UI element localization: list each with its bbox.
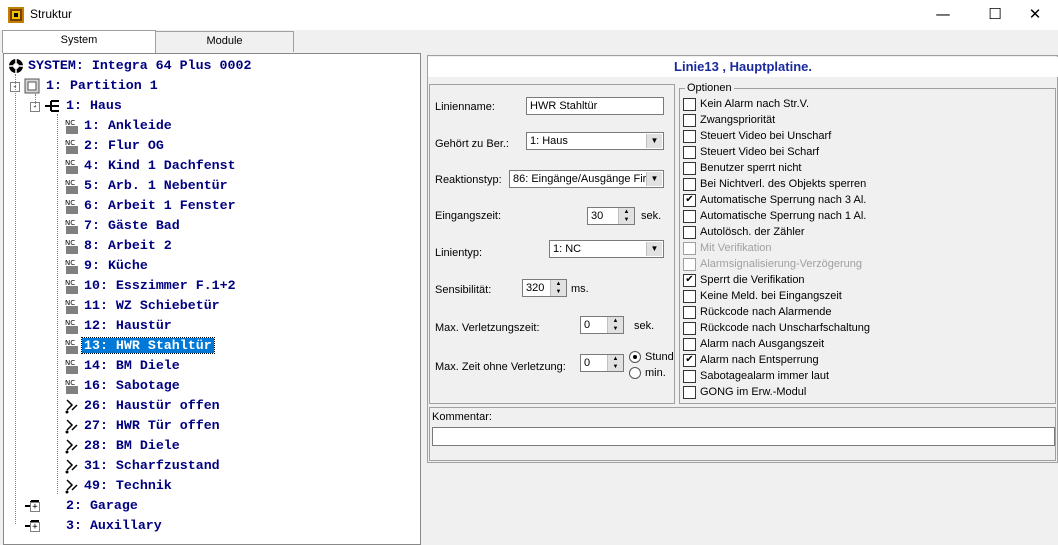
option-label: Zwangspriorität: [700, 114, 776, 126]
bereich-label: Gehört zu Ber.:: [435, 138, 509, 150]
tree-partition[interactable]: [44, 76, 160, 96]
tree-node-label: 49: Technik: [84, 478, 172, 493]
trigger-icon: [64, 398, 80, 414]
eingangszeit-stepper[interactable]: [587, 207, 635, 225]
close-button[interactable]: ✕: [1028, 5, 1042, 23]
tree-node-label: 26: Haustür offen: [84, 398, 220, 413]
chevron-down-icon[interactable]: ▼: [646, 242, 662, 256]
radio-stunden-label: Stund: [645, 351, 674, 363]
tab-module[interactable]: Module: [155, 31, 294, 52]
option-label: Automatische Sperrung nach 1 Al.: [700, 210, 867, 222]
verletzung-value: 0: [584, 319, 591, 331]
sensibilitaet-stepper[interactable]: [522, 279, 567, 297]
tree-line-item[interactable]: [82, 276, 238, 296]
chevron-down-icon[interactable]: ▼: [646, 172, 662, 186]
tree-node-label: 28: BM Diele: [84, 438, 180, 453]
tree-node-label: 13: HWR Stahltür: [84, 338, 212, 353]
reaktion-label: Reaktionstyp:: [435, 174, 502, 186]
tree-node-label: 11: WZ Schiebetür: [84, 298, 220, 313]
nc-icon: [64, 338, 80, 354]
svg-text:NC: NC: [65, 119, 76, 127]
tree-line-item[interactable]: [82, 136, 166, 156]
nc-icon: [64, 258, 80, 274]
linientyp-value: 1: NC: [553, 243, 582, 255]
nc-icon: [64, 378, 80, 394]
tree-node-label: 12: Haustür: [84, 318, 172, 333]
tree-zone-auxillary[interactable]: [64, 516, 164, 536]
eingangszeit-unit: sek.: [641, 210, 662, 222]
checkbox[interactable]: [683, 178, 696, 191]
checkbox[interactable]: [683, 210, 696, 223]
kommentar-input[interactable]: [432, 427, 1055, 446]
tree-line-item[interactable]: [82, 436, 182, 456]
checkbox[interactable]: [683, 290, 696, 303]
spin-buttons[interactable]: ▲ ▼: [607, 317, 623, 333]
verletzung-stepper[interactable]: [580, 316, 624, 334]
kommentar-label: Kommentar:: [432, 411, 492, 423]
tree-line-item[interactable]: [82, 336, 214, 356]
tree-node-label: 31: Scharfzustand: [84, 458, 220, 473]
verletzung-unit: sek.: [634, 320, 655, 332]
option-label: Keine Meld. bei Eingangszeit: [700, 290, 842, 302]
nc-icon: [64, 118, 80, 134]
nc-icon: [64, 318, 80, 334]
tree-node-label: 4: Kind 1 Dachfenst: [84, 158, 236, 173]
checkbox[interactable]: [683, 338, 696, 351]
tree-node-label: 14: BM Diele: [84, 358, 180, 373]
tree-line-item[interactable]: [82, 456, 222, 476]
svg-text:NC: NC: [65, 239, 76, 247]
checkbox[interactable]: [683, 98, 696, 111]
minimize-button[interactable]: —: [935, 5, 951, 23]
tree-line-item[interactable]: [82, 216, 182, 236]
tree-node-label: 27: HWR Tür offen: [84, 418, 220, 433]
spin-buttons[interactable]: ▲ ▼: [618, 208, 634, 224]
ohne-verletzung-label: Max. Zeit ohne Verletzung:: [435, 361, 566, 373]
option-label: Steuert Video bei Scharf: [700, 146, 820, 158]
svg-text:NC: NC: [65, 299, 76, 307]
linientyp-label: Linientyp:: [435, 247, 483, 259]
expand-icon[interactable]: +: [30, 522, 40, 532]
tree-node-label: 2: Flur OG: [84, 138, 164, 153]
bereich-select[interactable]: [526, 132, 664, 150]
checkbox[interactable]: [683, 306, 696, 319]
checkbox[interactable]: [683, 386, 696, 399]
svg-text:NC: NC: [65, 139, 76, 147]
sensibilitaet-label: Sensibilität:: [435, 284, 492, 296]
spin-buttons[interactable]: ▲ ▼: [607, 355, 623, 371]
linienname-input[interactable]: HWR Stahltür: [526, 97, 664, 115]
option-label: Benutzer sperrt nicht: [700, 162, 802, 174]
maximize-button[interactable]: ☐: [988, 5, 1002, 23]
tree-node-label: 2: Garage: [66, 498, 138, 513]
tree-line-item[interactable]: [82, 116, 174, 136]
option-label: Automatische Sperrung nach 3 Al.: [700, 194, 867, 206]
ohne-verletzung-value: 0: [584, 357, 591, 369]
trigger-icon: [64, 418, 80, 434]
tree-line-item[interactable]: [82, 356, 182, 376]
svg-text:NC: NC: [65, 179, 76, 187]
tree-node-label: 1: Ankleide: [84, 118, 172, 133]
checkbox[interactable]: [683, 370, 696, 383]
tree-line-item[interactable]: [82, 196, 238, 216]
sensibilitaet-value: 320: [526, 282, 545, 294]
structure-tree[interactable]: [3, 53, 421, 545]
tree-zone-garage[interactable]: [64, 496, 140, 516]
linienname-label: Linienname:: [435, 101, 495, 113]
linientyp-select[interactable]: [549, 240, 664, 258]
checkbox: [683, 258, 696, 271]
tree-system[interactable]: [26, 56, 253, 76]
svg-text:NC: NC: [65, 259, 76, 267]
tree-node-label: 5: Arb. 1 Nebentür: [84, 178, 228, 193]
tree-zone-haus[interactable]: [64, 96, 124, 116]
checkbox[interactable]: [683, 162, 696, 175]
nc-icon: [64, 238, 80, 254]
tab-system[interactable]: System: [2, 30, 156, 53]
checkbox[interactable]: [683, 322, 696, 335]
nc-icon: [64, 278, 80, 294]
tree-connector: [15, 74, 16, 524]
tree-line-item[interactable]: [82, 296, 222, 316]
checkbox[interactable]: [683, 130, 696, 143]
trigger-icon: [64, 438, 80, 454]
nc-icon: [64, 198, 80, 214]
svg-text:NC: NC: [65, 359, 76, 367]
reaktion-select[interactable]: [509, 170, 664, 188]
tree-node-label: SYSTEM: Integra 64 Plus 0002: [28, 58, 252, 73]
tree-node-label: 7: Gäste Bad: [84, 218, 180, 233]
bereich-value: 1: Haus: [530, 135, 568, 147]
option-label: Kein Alarm nach Str.V.: [700, 98, 810, 110]
tree-node-label: 1: Haus: [66, 98, 122, 113]
nc-icon: [64, 358, 80, 374]
system-icon: [8, 58, 24, 74]
sensibilitaet-unit: ms.: [571, 283, 589, 295]
tree-line-item[interactable]: [82, 176, 230, 196]
tree-line-item[interactable]: [82, 236, 174, 256]
tree-line-item[interactable]: [82, 376, 182, 396]
zone-icon: [44, 98, 60, 114]
expand-icon[interactable]: +: [30, 502, 40, 512]
option-label: Alarmsignalisierung-Verzögerung: [700, 258, 863, 270]
trigger-icon: [64, 478, 80, 494]
option-label: Mit Verifikation: [700, 242, 772, 254]
chevron-down-icon[interactable]: ▼: [646, 134, 662, 148]
checkbox[interactable]: ✔: [683, 354, 696, 367]
checkbox: [683, 242, 696, 255]
radio-minuten-label: min.: [645, 367, 666, 379]
svg-text:NC: NC: [65, 199, 76, 207]
tree-node-label: 6: Arbeit 1 Fenster: [84, 198, 236, 213]
trigger-icon: [64, 458, 80, 474]
nc-icon: [64, 158, 80, 174]
svg-text:NC: NC: [65, 219, 76, 227]
partition-icon: [24, 78, 40, 94]
checkbox[interactable]: [683, 114, 696, 127]
option-label: Rückcode nach Unscharfschaltung: [700, 322, 870, 334]
option-label: Autolösch. der Zähler: [700, 226, 805, 238]
checkbox[interactable]: [683, 226, 696, 239]
svg-text:NC: NC: [65, 339, 76, 347]
options-title: Optionen: [687, 82, 732, 94]
checkbox[interactable]: ✔: [683, 274, 696, 287]
app-structure-icon: [8, 7, 24, 23]
tree-line-item[interactable]: [82, 476, 174, 496]
nc-icon: [64, 218, 80, 234]
tree-node-label: 16: Sabotage: [84, 378, 180, 393]
collapse-icon[interactable]: -: [10, 82, 20, 92]
svg-text:NC: NC: [65, 319, 76, 327]
tree-node-label: 3: Auxillary: [66, 518, 162, 533]
tree-line-item[interactable]: [82, 396, 222, 416]
svg-text:NC: NC: [65, 379, 76, 387]
window-title: Struktur: [30, 7, 73, 21]
nc-icon: [64, 138, 80, 154]
eingangszeit-value: 30: [591, 210, 604, 222]
nc-icon: [64, 178, 80, 194]
option-label: Alarm nach Entsperrung: [700, 354, 819, 366]
tree-node-label: 10: Esszimmer F.1+2: [84, 278, 236, 293]
option-label: Alarm nach Ausgangszeit: [700, 338, 825, 350]
option-label: GONG im Erw.-Modul: [700, 386, 807, 398]
tree-connector: [35, 94, 36, 106]
collapse-icon[interactable]: -: [30, 102, 40, 112]
verletzung-label: Max. Verletzungszeit:: [435, 322, 540, 334]
option-label: Sabotagealarm immer laut: [700, 370, 830, 382]
eingangszeit-label: Eingangszeit:: [435, 210, 502, 222]
svg-text:NC: NC: [65, 159, 76, 167]
tree-connector: [57, 114, 58, 494]
radio-minuten[interactable]: [629, 367, 641, 379]
nc-icon: [64, 298, 80, 314]
option-label: Steuert Video bei Unscharf: [700, 130, 832, 142]
title-bar: [0, 0, 1058, 30]
svg-text:NC: NC: [65, 279, 76, 287]
detail-header: Linie13 , Hauptplatine.: [428, 57, 1058, 77]
tree-node-label: 1: Partition 1: [46, 78, 158, 93]
tree-line-item[interactable]: [82, 316, 174, 336]
ohne-verletzung-stepper[interactable]: [580, 354, 624, 372]
tree-line-item[interactable]: [82, 416, 222, 436]
option-label: Rückcode nach Alarmende: [700, 306, 832, 318]
tree-line-item[interactable]: [82, 156, 238, 176]
option-label: Sperrt die Verifikation: [700, 274, 805, 286]
tree-line-item[interactable]: [82, 256, 150, 276]
checkbox[interactable]: [683, 146, 696, 159]
tree-node-label: 8: Arbeit 2: [84, 238, 172, 253]
tab-strip: [0, 30, 1058, 53]
tree-node-label: 9: Küche: [84, 258, 148, 273]
checkbox[interactable]: ✔: [683, 194, 696, 207]
reaktion-value: 86: Eingänge/Ausgänge Fir: [513, 173, 647, 185]
radio-stunden[interactable]: [629, 351, 641, 363]
option-label: Bei Nichtverl. des Objekts sperren: [700, 178, 867, 190]
spin-buttons[interactable]: ▲ ▼: [550, 280, 566, 296]
